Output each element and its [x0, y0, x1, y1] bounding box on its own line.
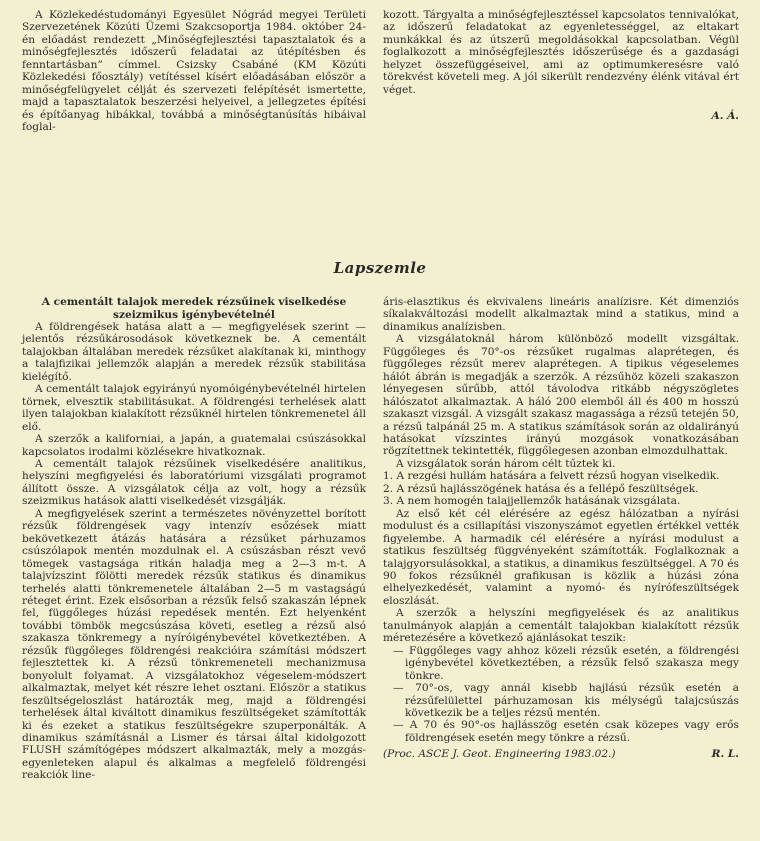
goal-item: 1. A rezgési hullám hatására a felvett rézsű hogyan viselkedik.	[383, 470, 720, 483]
goals-intro: A vizsgálatok során három célt tűztek ki.	[396, 457, 616, 470]
article-left-column	[22, 296, 366, 782]
top-left-column	[22, 9, 366, 134]
recommendation-item: — A 70 és 90°-os hajlásszög esetén csak közepes vagy erős földrengések esetén megy tönkre a rézsű.	[393, 719, 739, 744]
top-signature: A. Á.	[711, 110, 739, 123]
paragraph: A cementált talajok egyirányú nyomóigénybevételnél hirtelen törnek, elvesztik stabilitásukat. A földrengési terhelések alatt ilyen talajokban kialakított rézsűknél hirtelen tönkremenetel áll elő.	[22, 383, 366, 433]
article-title: A cementált talajok meredek rézsűinek viselkedése szeizmikus igénybevételnél	[41, 296, 347, 321]
paragraph: A cementált talajok rézsűinek viselkedésére analitikus, helyszíni megfigyelési és laboratóriumi vizsgálati programot állított össze. A vizsgálatok célja az volt, hogy a rézsűk szeizmikus hatások alatti viselkedését vizsgálják.	[22, 457, 366, 508]
source-citation: (Proc. ASCE J. Geot. Engineering 1983.02.)	[383, 748, 616, 761]
paragraph: Az első két cél elérésére az egész hálózatban a nyírási modulust és a csillapítási viszonyszámot egyetlen értékkel vették figyelembe. A harmadik cél elérésére a nyírási modulust a statikus feszültség függvényeként számították. Foglalkoznak a talajgyorsulásokkal, a statikus, a dinamikus feszültséggel. A 70 és 90 fokos rézsűknél grafikusan is közlik a húzási zóna elhelyezkedését, valamint a nyomó- és nyírófeszültségek eloszlását.	[383, 507, 739, 607]
article-signature: R. L.	[711, 748, 739, 761]
goals-list	[383, 470, 739, 507]
paragraph: áris-elasztikus és ekvivalens lineáris analízisre. Két dimenziós síkalakváltozási modellt alkalmaztak mind a statikus, mind a dinamikus analízisben.	[383, 296, 739, 333]
section-heading: Lapszemle	[333, 259, 427, 277]
goal-item: 3. A nem homogén talajjellemzők hatásának vizsgálata.	[383, 495, 681, 508]
paragraph: A földrengések hatása alatt a — megfigyelések szerint — jelentős rézsűkárosodások következnek be. A cementált talajokban általában meredek rézsűket alakítanak ki, minthogy a talajfizikai jellemzők alapján a meredek rézsűk stabilitása kielégítő.	[22, 321, 366, 383]
recommendation-item: — 70°-os, vagy annál kisebb hajlású rézsűk esetén a rézsűfelülettel párhuzamosan kis mélységű talajcsúszás következik be a teljes rézsű mentén.	[393, 682, 739, 719]
paragraph: A szerzők a helyszíni megfigyelések és az analitikus tanulmányok alapján a cementált talajokban kialakított rézsűk méretezésére a következő ajánlásokat teszik:	[383, 607, 739, 645]
paragraph: A megfigyelések szerint a természetes növényzettel borított rézsűk földrengések vagy intenzív esőzések miatt bekövetkezett átázás hatására a rézsűket párhuzamos csúszólapok mentén mozdulnak el. A csúszásban részt vevő tömegek vastagsága ritkán haladja meg a 2—3 m-t. A talajvízszint fölötti meredek rézsűk statikus és dinamikus terhelés alatti tönkremenetele általában 2—5 m vastagságú réteget érint. Ezek elsősorban a rézsűk felső szakaszán lépnek fel, függőleges húzási repedések mentén. Ezt helyenként további tömbök megcsúszása követi, esetleg a rézsű alsó szakasza tönkremegy a nyíróigénybevétel következtében. A rézsűk függőleges földrengési reakcióira számítási módszert fejlesztettek ki. A rézsű tönkremeneteli mechanizmusa bonyolult folyamat. A vizsgálatokhoz végeselem-módszert alkalmaztak, melyet két részre lehet osztani. Először a statikus feszültségeloszlást határozták meg, majd a földrengési terhelések által kiváltott dinamikus feszültségeket számították ki és ezeket a statikus feszültségekre szuperponálták. A dinamikus számításnál a Lismer és társai által kidolgozott FLUSH számítógépes módszert alkalmazták, mely a mozgás-egyenleteken alapul és alkalmas a megfelelő földrengési reakciók line-	[22, 507, 366, 782]
goal-item: 2. A rézsű hajlásszögének hatása és a fellépő feszültségek.	[383, 482, 699, 495]
source-line	[383, 748, 739, 760]
paragraph: A vizsgálatoknál három különböző modellt vizsgáltak. Függőleges és 70°-os rézsűket rugalmas alaprétegen, és függőleges rézsűt merev alaprétegen. A tipikus végeselemes hálót ábrán is megadják a szerzők. A rézsűhöz közeli szakaszon lényegesen sűrűbb, attól távolodva ritkább négyszögletes hálószatot alkalmaztak. A háló 200 elemből áll és 400 m hosszú szakaszt vizsgál. A vizsgált szakasz magassága a rézsű tetején 50, a rézsű talpánál 25 m. A statikus számítások során az oldalirányú hatásokat vízszintes irányú mozgások vonatkozásában rögzítettnek tekintették, függőlegesen azonban elmozdulhattak.	[383, 333, 739, 458]
paragraph: kozott. Tárgyalta a minőségfejlesztéssel kapcsolatos tennivalókat, az időszerű feladatokat az egyenletességgel, az eltakart munkákkal és az útszerű megoldásokkal kapcsolatban. Végül foglalkozott a minőségfejlesztés időszerűsége és a gazdasági helyzet összefüggéseivel, ami az optimumkeresésre való törekvést követeli meg. A jól sikerült rendezvény élénk vitával ért véget.	[383, 9, 739, 96]
article-right-column	[383, 296, 739, 761]
top-right-column	[383, 9, 739, 123]
paragraph: A szerzők a kaliforniai, a japán, a guatemalai csúszásokkal kapcsolatos irodalmi közlésekre hivatkoznak.	[22, 433, 366, 458]
recommendations-list	[383, 645, 739, 745]
paragraph: A Közlekedéstudományi Egyesület Nógrád megyei Területi Szervezetének Közúti Üzemi Szakcsoportja 1984. október 24-én előadást rendezett „Minőségfejlesztési tapasztalatok és a minőségfejlesztés időszerű feladatai az útépítésben és fenntartásban” címmel. Csizsky Csabáné (KM Közúti Közlekedési főosztály) vetítéssel kísért előadásában először a minőségfelügyelet célját és szervezeti felépítését ismertette, majd a tapasztalatok beszerzési helyeivel, a jellegzetes építési és építőanyag hibákkal, továbbá a minőségtanúsítás hibáival foglal-	[22, 9, 366, 134]
recommendation-item: — Függőleges vagy ahhoz közeli rézsűk esetén, a földrengési igénybevétel következtében, a rézsűk felső szakasza megy tönkre.	[393, 644, 739, 682]
